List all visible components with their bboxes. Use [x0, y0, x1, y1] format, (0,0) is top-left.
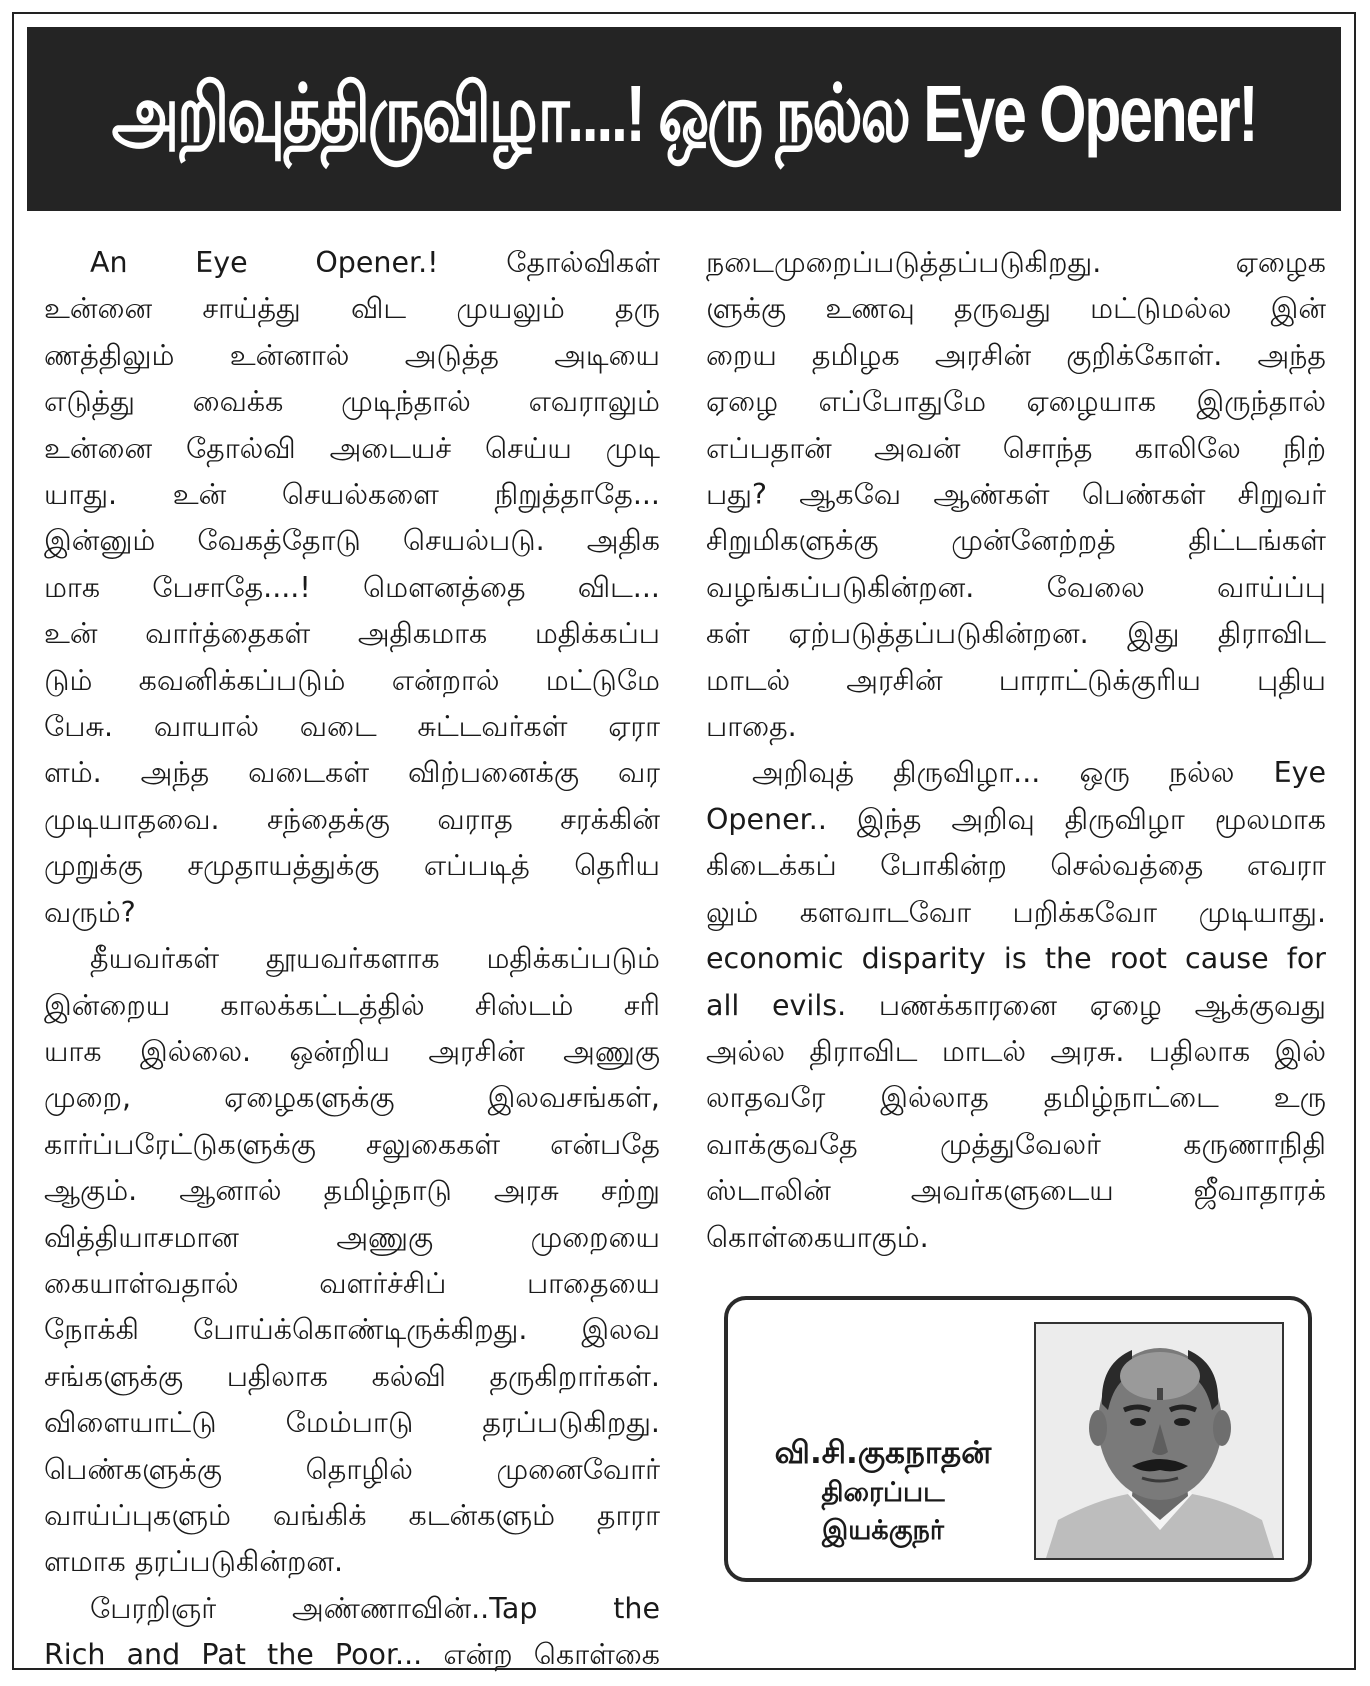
text-line: லும் களவாடவோ பறிக்கவோ முடியாது. — [706, 895, 1326, 929]
author-box — [724, 1296, 1312, 1582]
text-line: ணத்திலும் உன்னால் அடுத்த அடியை — [44, 338, 660, 372]
text-line: வித்தியாசமான அணுகு முறையை — [44, 1220, 660, 1254]
text-line: வாய்ப்புகளும் வங்கிக் கடன்களும் தாரா — [44, 1498, 660, 1532]
author-portrait-icon — [1036, 1324, 1282, 1558]
text-line: ளுக்கு உணவு தருவது மட்டுமல்ல இன் — [706, 292, 1326, 326]
text-line: வரும்? — [44, 895, 136, 929]
author-name: வி.சி.குகநாதன் — [774, 1435, 992, 1471]
left-column — [44, 240, 660, 1679]
text-line: மாக பேசாதே....! மௌனத்தை விட... — [44, 570, 660, 604]
text-line: Rich and Pat the Poor... என்ற கொள்கை — [44, 1638, 660, 1672]
text-line: ஏழை எப்போதுமே ஏழையாக இருந்தால் — [706, 385, 1326, 419]
text-line: டும் கவனிக்கப்படும் என்றால் மட்டுமே — [44, 663, 660, 697]
headline: அறிவுத்திருவிழா....! ஒரு நல்ல Eye Opener! — [111, 68, 1257, 158]
text-line: கிடைக்கப் போகின்ற செல்வத்தை எவரா — [706, 849, 1326, 883]
text-line: உன்னை சாய்த்து விட முயலும் தரு — [44, 292, 660, 326]
text-line: பேசு. வாயால் வடை சுட்டவர்கள் ஏரா — [44, 710, 660, 744]
text-line: லாதவரே இல்லாத தமிழ்நாட்டை உரு — [706, 1081, 1326, 1115]
text-line: யாக இல்லை. ஒன்றிய அரசின் அணுகு — [44, 1034, 660, 1068]
text-line: பாதை. — [706, 710, 797, 744]
text-line: Opener.. இந்த அறிவு திருவிழா மூலமாக — [706, 802, 1326, 836]
text-line: வாக்குவதே முத்துவேலர் கருணாநிதி — [706, 1127, 1326, 1161]
text-line: An Eye Opener.! தோல்விகள் — [90, 246, 660, 279]
text-line: நோக்கி போய்க்கொண்டிருக்கிறது. இலவ — [44, 1313, 660, 1347]
text-line: உன் வார்த்தைகள் அதிகமாக மதிக்கப்ப — [44, 617, 660, 651]
right-column — [706, 240, 1326, 1261]
text-line: ஸ்டாலின் அவர்களுடைய ஜீவாதாரக் — [706, 1174, 1326, 1208]
text-line: விளையாட்டு மேம்பாடு தரப்படுகிறது. — [44, 1406, 660, 1440]
text-line: உன்னை தோல்வி அடையச் செய்ய முடி — [44, 431, 660, 465]
author-role-line1: திரைப்பட — [821, 1477, 945, 1508]
text-line: சங்களுக்கு பதிலாக கல்வி தருகிறார்கள். — [44, 1359, 660, 1393]
author-photo — [1034, 1322, 1284, 1560]
text-line: all evils. பணக்காரனை ஏழை ஆக்குவது — [706, 988, 1326, 1022]
text-line: ஆகும். ஆனால் தமிழ்நாடு அரசு சற்று — [44, 1174, 660, 1208]
text-line: தீயவர்கள் தூயவர்களாக மதிக்கப்படும் — [90, 942, 660, 976]
author-byline — [748, 1432, 1018, 1550]
text-line: வழங்கப்படுகின்றன. வேலை வாய்ப்பு — [706, 570, 1326, 604]
text-line: றைய தமிழக அரசின் குறிக்கோள். அந்த — [706, 338, 1326, 372]
text-line: சிறுமிகளுக்கு முன்னேற்றத் திட்டங்கள் — [706, 524, 1326, 558]
text-line: மாடல் அரசின் பாராட்டுக்குரிய புதிய — [706, 663, 1326, 697]
text-line: முறுக்கு சமுதாயத்துக்கு எப்படித் தெரிய — [44, 849, 660, 883]
text-line: அறிவுத் திருவிழா... ஒரு நல்ல Eye — [752, 756, 1326, 790]
text-line: கொள்கையாகும். — [706, 1220, 929, 1254]
text-line: யாது. உன் செயல்களை நிறுத்தாதே... — [44, 478, 660, 512]
text-line: கையாள்வதால் வளர்ச்சிப் பாதையை — [44, 1266, 660, 1300]
text-line: பேரறிஞர் அண்ணாவின்..Tap the — [90, 1591, 660, 1625]
text-line: எடுத்து வைக்க முடிந்தால் எவராலும் — [44, 385, 660, 419]
text-line: முடியாதவை. சந்தைக்கு வராத சரக்கின் — [44, 802, 660, 836]
headline-banner — [27, 27, 1341, 211]
text-line: பெண்களுக்கு தொழில் முனைவோர் — [44, 1452, 660, 1486]
text-line: இன்னும் வேகத்தோடு செயல்படு. அதிக — [44, 524, 660, 558]
text-line: எப்பதான் அவன் சொந்த காலிலே நிற் — [706, 431, 1326, 465]
text-line: இன்றைய காலக்கட்டத்தில் சிஸ்டம் சரி — [44, 988, 660, 1022]
text-line: அல்ல திராவிட மாடல் அரசு. பதிலாக இல் — [706, 1034, 1326, 1068]
text-line: முறை, ஏழைகளுக்கு இலவசங்கள், — [44, 1081, 660, 1115]
author-role-line2: இயக்குநர் — [822, 1515, 944, 1546]
text-line: கள் ஏற்படுத்தப்படுகின்றன. இது திராவிட — [706, 617, 1326, 651]
text-line: நடைமுறைப்படுத்தப்படுகிறது. ஏழைக — [706, 246, 1326, 279]
text-line: ளம். அந்த வடைகள் விற்பனைக்கு வர — [44, 756, 660, 790]
text-line: economic disparity is the root cause for — [706, 942, 1326, 976]
text-line: கார்ப்பரேட்டுகளுக்கு சலுகைகள் என்பதே — [44, 1127, 660, 1161]
text-line: பது? ஆகவே ஆண்கள் பெண்கள் சிறுவர் — [706, 478, 1326, 512]
text-line: ளமாக தரப்படுகின்றன. — [44, 1545, 344, 1579]
